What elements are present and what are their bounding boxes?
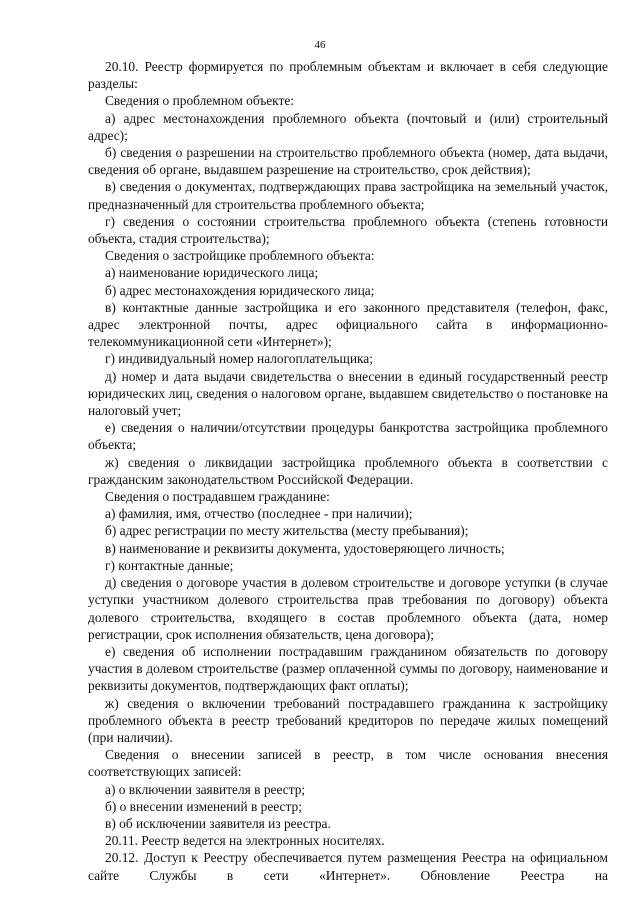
paragraph: в) об исключении заявителя из реестра.	[105, 815, 331, 831]
paragraph: д) сведения о договоре участия в долевом строительстве и договоре уступки (в случае уступки участником долевого строительства прав требования по договору) объекта долевого строительства, входящего в состав проблемного объекта (дата, номер регистрации, срок исполнения обязательств, цена договора);	[88, 575, 608, 642]
paragraph: 20.12. Доступ к Реестру обеспечивается путем размещения Реестра на официальном сайте Службы в сети «Интернет». Обновление Реестра на	[88, 850, 608, 883]
paragraph: ж) сведения о включении требований пострадавшего гражданина к застройщику проблемного объекта в реестр требований кредиторов по передаче жилых помещений (при наличии).	[88, 695, 608, 745]
paragraph: Сведения о внесении записей в реестр, в том числе основания внесения соответствующих записей:	[88, 747, 608, 780]
paragraph: в) контактные данные застройщика и его законного представителя (телефон, факс, адрес электронной почты, адрес официального сайта в информационно-телекоммуникационной сети «Интернет»);	[88, 299, 608, 350]
paragraph: 20.11. Реестр ведется на электронных носителях.	[105, 833, 385, 849]
paragraph: в) сведения о документах, подтверждающих права застройщика на земельный участок, предназначенный для строительства проблемного объекта;	[88, 179, 608, 212]
paragraph: ж) сведения о ликвидации застройщика проблемного объекта в соответствии с гражданским законодательством Российской Федерации.	[88, 454, 608, 487]
paragraph: б) адрес местонахождения юридического лица;	[105, 282, 375, 298]
paragraph: б) о внесении изменений в реестр;	[105, 798, 302, 814]
paragraph: д) номер и дата выдачи свидетельства о внесении в единый государственный реестр юридических лиц, сведения о налоговом органе, выдавшем свидетельство о постановке на налоговый учет;	[88, 368, 608, 419]
paragraph: в) наименование и реквизиты документа, удостоверяющего личность;	[105, 540, 505, 556]
paragraph: г) сведения о состоянии строительства проблемного объекта (степень готовности объекта, стадия строительства);	[88, 213, 608, 247]
paragraph: 20.10. Реестр формируется по проблемным объектам и включает в себя следующие разделы:	[88, 59, 608, 92]
paragraph: е) сведения об исполнении пострадавшим гражданином обязательств по договору участия в долевом строительстве (размер оплаченной суммы по договору, наименование и реквизиты документов, подтверждающих факт оплаты);	[88, 643, 608, 694]
paragraph: г) контактные данные;	[105, 557, 234, 573]
paragraph: б) адрес регистрации по месту жительства (месту пребывания);	[105, 523, 469, 539]
document-body	[88, 58, 608, 884]
paragraph: Сведения о проблемном объекте:	[105, 93, 295, 109]
paragraph: а) о включении заявителя в реестр;	[105, 781, 306, 797]
paragraph: а) адрес местонахождения проблемного объекта (почтовый и (или) строительный адрес);	[88, 110, 608, 143]
paragraph: а) фамилия, имя, отчество (последнее - при наличии);	[105, 506, 413, 522]
paragraph: е) сведения о наличии/отсутствии процедуры банкротства застройщика проблемного объекта;	[88, 420, 608, 453]
page-number: 46	[314, 39, 326, 51]
paragraph: г) индивидуальный номер налогоплательщика;	[105, 351, 373, 367]
paragraph: Сведения о пострадавшем гражданине:	[105, 489, 330, 505]
paragraph: Сведения о застройщике проблемного объекта:	[105, 248, 375, 264]
paragraph: а) наименование юридического лица;	[105, 265, 319, 281]
paragraph: б) сведения о разрешении на строительство проблемного объекта (номер, дата выдачи, сведения об органе, выдавшем разрешение на строительство, срок действия);	[88, 145, 608, 178]
